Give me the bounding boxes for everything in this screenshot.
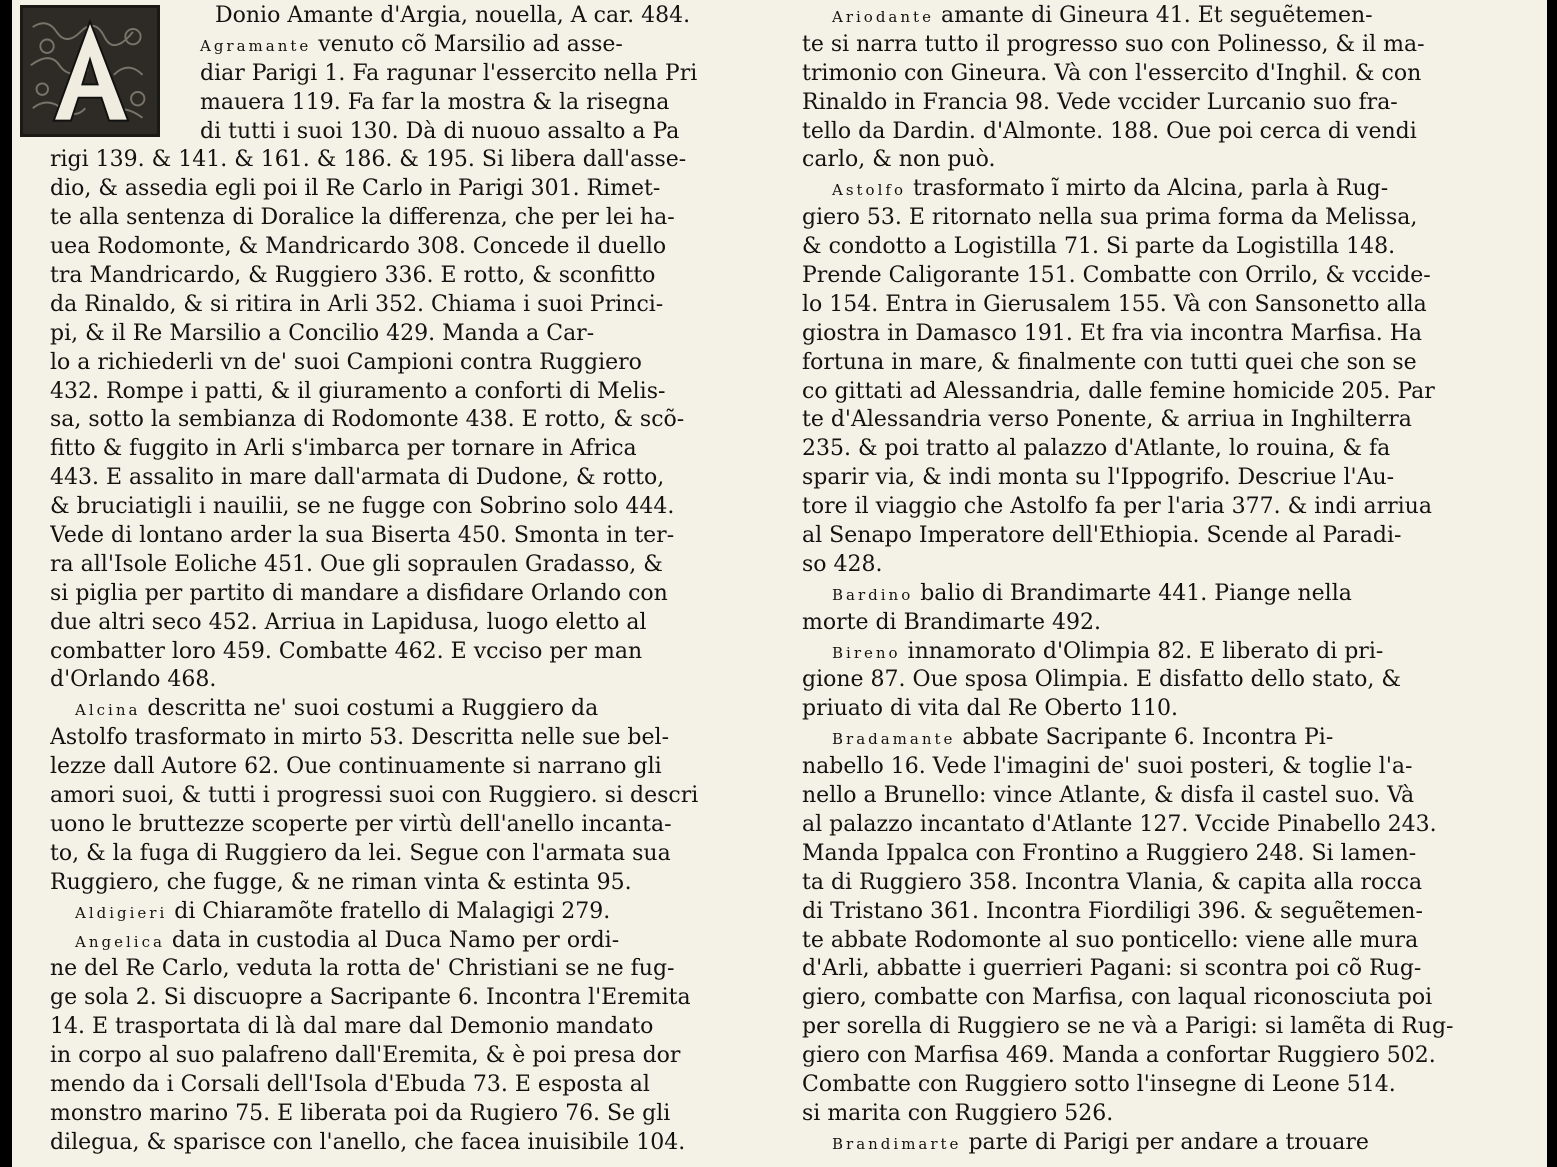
- index-line: nello a Brunello: vince Atlante, & disfa il castel suo. Và: [802, 783, 1415, 809]
- index-line: carlo, & non può.: [802, 147, 996, 173]
- index-line: 443. E assalito in mare dall'armata di Dudone, & rotto,: [50, 465, 665, 491]
- index-line: ge sola 2. Si discuopre a Sacripante 6. Incontra l'Eremita: [50, 985, 691, 1011]
- index-line: trimonio con Gineura. Và con l'essercito d'Inghil. & con: [802, 60, 1422, 86]
- index-line: due altri seco 452. Arriua in Lapidusa, luogo eletto al: [50, 609, 647, 635]
- index-line: Donio Amante d'Argia, nouella, A car. 484.: [215, 3, 691, 28]
- index-line: da Rinaldo, & si ritira in Arli 352. Chiama i suoi Princi-: [50, 291, 664, 317]
- index-line: d'Arli, abbatte i guerrieri Pagani: si scontra poi cõ Rug-: [802, 956, 1422, 982]
- index-line: morte di Brandimarte 492.: [802, 609, 1102, 635]
- index-line: & bruciatigli i nauilii, se ne fugge con Sobrino solo 444.: [50, 494, 675, 520]
- index-line: ra all'Isole Eoliche 451. Oue gli sopraulen Gradasso, &: [50, 551, 663, 577]
- index-line: fitto & fuggito in Arli s'imbarca per tornare in Africa: [50, 436, 637, 462]
- index-line: al palazzo incantato d'Atlante 127. Vccide Pinabello 243.: [802, 811, 1437, 837]
- index-line: in corpo al suo palafreno dall'Eremita, & è poi presa dor: [50, 1043, 681, 1069]
- index-entry-head: Bardino balio di Brandimarte 441. Piange nella: [832, 580, 1352, 606]
- index-line: co gittati ad Alessandria, dalle femine homicide 205. Par: [802, 378, 1435, 404]
- index-line: per sorella di Ruggiero se ne và a Parigi: si lamẽta di Rug-: [802, 1014, 1454, 1040]
- index-line: giero, combatte con Marfisa, con laqual riconosciuta poi: [802, 985, 1433, 1011]
- index-line: 432. Rompe i patti, & il giuramento a conforti di Melis-: [50, 378, 666, 404]
- index-line: giero 53. E ritornato nella sua prima forma da Melissa,: [802, 205, 1418, 231]
- index-line: Vede di lontano arder la sua Biserta 450. Smonta in ter-: [50, 523, 675, 549]
- index-line: te alla sentenza di Doralice la differenza, che per lei ha-: [50, 205, 675, 231]
- index-line: diar Parigi 1. Fa ragunar l'essercito nella Pri: [200, 60, 698, 86]
- index-line: monstro marino 75. E liberata poi da Rugiero 76. Se gli: [50, 1100, 671, 1126]
- index-entry-head: Astolfo trasformato ĩ mirto da Alcina, parla à Rug-: [832, 176, 1389, 202]
- index-page: [12, 0, 1547, 1167]
- index-line: si piglia per partito di mandare a disfidare Orlando con: [50, 580, 668, 606]
- index-line: ne del Re Carlo, veduta la rotta de' Christiani se ne fug-: [50, 956, 675, 982]
- index-entry-head: Bradamante abbate Sacripante 6. Incontra Pi-: [832, 725, 1334, 751]
- index-line: si marita con Ruggiero 526.: [802, 1100, 1114, 1126]
- index-entry-head: Aldigieri di Chiaramõte fratello di Malagigi 279.: [75, 898, 611, 924]
- index-line: Rinaldo in Francia 98. Vede vccider Lurcanio suo fra-: [802, 89, 1398, 115]
- index-entry-head: Angelica data in custodia al Duca Namo per ordi-: [75, 927, 620, 953]
- index-line: 14. E trasportata di là dal mare dal Demonio mandato: [50, 1014, 654, 1040]
- index-line: mendo da i Corsali dell'Isola d'Ebuda 73. E esposta al: [50, 1071, 650, 1097]
- index-entry-head: Alcina descritta ne' suoi costumi a Ruggiero da: [75, 696, 599, 722]
- index-line: Astolfo trasformato in mirto 53. Descritta nelle sue bel-: [50, 725, 670, 751]
- index-line: gione 87. Oue sposa Olimpia. E disfatto dello stato, &: [802, 667, 1401, 693]
- index-entry-head: Ariodante amante di Gineura 41. Et seguẽtemen-: [832, 3, 1373, 28]
- index-line: tore il viaggio che Astolfo fa per l'aria 377. & indi arriua: [802, 494, 1432, 520]
- index-line: lo 154. Entra in Gierusalem 155. Và con Sansonetto alla: [802, 291, 1427, 317]
- index-line: te si narra tutto il progresso suo con Polinesso, & il ma-: [802, 31, 1425, 57]
- index-line: 235. & poi tratto al palazzo d'Atlante, lo rouina, & fa: [802, 436, 1391, 462]
- index-line: al Senapo Imperatore dell'Ethiopia. Scende al Paradi-: [802, 523, 1402, 549]
- index-line: te d'Alessandria verso Ponente, & arriua in Inghilterra: [802, 407, 1412, 433]
- index-line: combatter loro 459. Combatte 462. E vcciso per man: [50, 638, 643, 664]
- index-line: lo a richiederli vn de' suoi Campioni contra Ruggiero: [50, 349, 642, 375]
- index-line: Ruggiero, che fugge, & ne riman vinta & estinta 95.: [50, 869, 632, 895]
- index-line: d'Orlando 468.: [50, 667, 217, 693]
- index-line: uea Rodomonte, & Mandricardo 308. Concede il duello: [50, 234, 667, 260]
- index-line: to, & la fuga di Ruggiero da lei. Segue con l'armata sua: [50, 840, 671, 866]
- index-line: giostra in Damasco 191. Et fra via incontra Marfisa. Ha: [802, 320, 1423, 346]
- index-line: Manda Ippalca con Frontino a Ruggiero 248. Si lamen-: [802, 840, 1417, 866]
- index-line: ta di Ruggiero 358. Incontra Vlania, & capita alla rocca: [802, 869, 1423, 895]
- index-line: lezze dall Autore 62. Oue continuamente si narrano gli: [50, 754, 662, 780]
- index-line: rigi 139. & 141. & 161. & 186. & 195. Si libera dall'asse-: [50, 147, 687, 173]
- index-line: sparir via, & indi monta su l'Ippogrifo. Descriue l'Au-: [802, 465, 1395, 491]
- index-line: giero con Marfisa 469. Manda a confortar Ruggiero 502.: [802, 1043, 1436, 1069]
- index-line: Prende Caligorante 151. Combatte con Orrilo, & vccide-: [802, 263, 1431, 289]
- index-line: priuato di vita dal Re Oberto 110.: [802, 696, 1179, 722]
- index-line: mauera 119. Fa far la mostra & la risegna: [200, 89, 670, 115]
- index-line: tello da Dardin. d'Almonte. 188. Oue poi cerca di vendi: [802, 118, 1417, 144]
- index-line: Agramante venuto cõ Marsilio ad asse-: [200, 31, 623, 57]
- index-line: & condotto a Logistilla 71. Si parte da Logistilla 148.: [802, 234, 1396, 260]
- index-line: amori suoi, & tutti i progressi suoi con Ruggiero. si descri: [50, 783, 699, 809]
- index-line: dilegua, & sparisce con l'anello, che facea inuisibile 104.: [50, 1129, 686, 1155]
- index-line: sa, sotto la sembianza di Rodomonte 438. E rotto, & scõ-: [50, 407, 685, 433]
- index-line: tra Mandricardo, & Ruggiero 336. E rotto, & sconfitto: [50, 263, 656, 289]
- index-line: te abbate Rodomonte al suo ponticello: viene alle mura: [802, 927, 1419, 953]
- index-column-right: [802, 2, 1517, 1158]
- index-line: dio, & assedia egli poi il Re Carlo in Parigi 301. Rimet-: [50, 176, 661, 202]
- index-entry-head: Bireno innamorato d'Olimpia 82. E liberato di pri-: [832, 638, 1384, 664]
- index-line: Combatte con Ruggiero sotto l'insegne di Leone 514.: [802, 1071, 1396, 1097]
- index-line: so 428.: [802, 551, 883, 577]
- index-entry-head: Brandimarte parte di Parigi per andare a trouare: [832, 1129, 1369, 1155]
- index-line: di Tristano 361. Incontra Fiordiligi 396. & seguẽtemen-: [802, 898, 1423, 924]
- index-line: di tutti i suoi 130. Dà di nuouo assalto a Pa: [200, 118, 680, 144]
- index-column-left: [50, 2, 760, 1158]
- index-line: fortuna in mare, & finalmente con tutti quei che son se: [802, 349, 1417, 375]
- index-line: nabello 16. Vede l'imagini de' suoi posteri, & toglie l'a-: [802, 754, 1413, 780]
- index-line: pi, & il Re Marsilio a Concilio 429. Manda a Car-: [50, 320, 595, 346]
- index-line: uono le bruttezze scoperte per virtù dell'anello incanta-: [50, 811, 672, 837]
